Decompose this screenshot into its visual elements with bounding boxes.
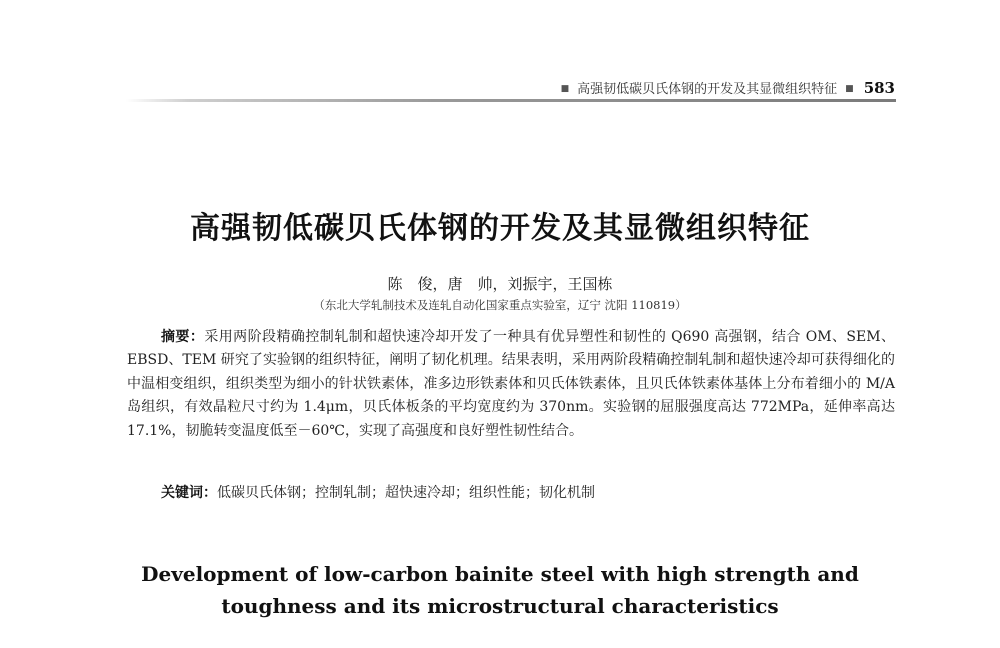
keywords bbox=[161, 482, 901, 502]
english-title-line-1: Development of low-carbon bainite steel with high strength and bbox=[141, 562, 859, 586]
keywords-label: 关键词： bbox=[161, 485, 217, 501]
header-rule bbox=[126, 99, 896, 102]
authors: 陈 俊，唐 帅，刘振宇，王国栋 bbox=[387, 275, 613, 293]
keywords-text: 低碳贝氏体钢；控制轧制；超快速冷却；组织性能；韧化机制 bbox=[217, 485, 595, 501]
english-title-line-2: toughness and its microstructural characteristics bbox=[221, 594, 779, 618]
bullet-square-icon: ■ bbox=[845, 84, 854, 94]
paper-title: 高强韧低碳贝氏体钢的开发及其显微组织特征 bbox=[190, 211, 810, 246]
running-title: 高强韧低碳贝氏体钢的开发及其显微组织特征 bbox=[577, 82, 838, 97]
affiliation: （东北大学轧制技术及连轧自动化国家重点实验室，辽宁 沈阳 110819） bbox=[313, 298, 687, 312]
abstract-label: 摘要： bbox=[161, 329, 205, 345]
bullet-square-icon: ■ bbox=[560, 84, 570, 94]
abstract-text: 采用两阶段精确控制轧制和超快速冷却开发了一种具有优异塑性和韧性的 Q690 高强钢，结合 OM、SEM、EBSD、TEM 研究了实验钢的组织特征，阐明了韧化机理。结果表明，采用两阶段精确控制轧制和超快速冷却可获得细化的中温相变组织，组织类型为细小的针状铁素体，准多边形铁素体和贝氏体铁素体，且贝氏体铁素体基体上分布着细小的 M/A 岛组织，有效晶粒尺寸约为 1.4μm，贝氏体板条的平均宽度约为 370nm。实验钢的屈服强度高达 772MPa，延伸率高达 17.1%，韧脆转变温度低至－60℃，实现了高强度和良好塑性韧性结合。 bbox=[127, 329, 895, 439]
running-header bbox=[0, 78, 895, 97]
page-number: 583 bbox=[863, 79, 895, 97]
abstract bbox=[127, 326, 895, 443]
english-title bbox=[0, 558, 1000, 622]
